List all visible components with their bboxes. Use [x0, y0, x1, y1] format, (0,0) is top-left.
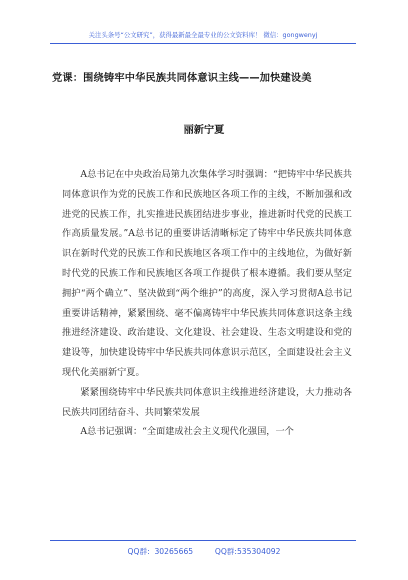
header-divider — [50, 43, 356, 44]
footer-contact: QQ群: 30265665 QQ群:535304092 — [127, 547, 281, 556]
document-body — [62, 165, 352, 442]
body-paragraph: A总书记强调：“全面建成社会主义现代化强国，一个 — [80, 426, 294, 438]
header-banner: 关注头条号“公文研究”，获得最新最全最专业的公文资料库！ 微信：gongwenyj — [88, 31, 318, 39]
document-title: 党课：围绕铸牢中华民族共同体意识主线——加快建设美 — [52, 73, 312, 84]
body-paragraph: A总书记在中央政治局第九次集体学习时强调：“把铸牢中华民族共同体意识作为党的民族工作和民族地区各项工作的主线，不断加强和改进党的民族工作，扎实推进民族团结进步事业，推进新时代党的民族工作高质量发展。”A总书记的重要讲话清晰标定了铸牢中华民族共同体意识在新时代党的民族工作和民族地区各项工作中的主线地位，为做好新时代党的民族工作和民族地区各项工作提供了根本遵循。我们要从坚定拥护“两个确立”、坚决做到“两个维护”的高度，深入学习贯彻A总书记重要讲话精神，紧紧围绕、毫不偏离铸牢中华民族共同体意识这条主线推进经济建设、政治建设、文化建设、社会建设、生态文明建设和党的建设等，加快建设铸牢中华民族共同体意识示范区，全面建设社会主义现代化美丽新宁夏。 — [62, 169, 352, 378]
body-paragraph: 紧紧围绕铸牢中华民族共同体意识主线推进经济建设，大力推动各民族共同团结奋斗、共同繁荣发展 — [62, 386, 352, 418]
footer-divider — [50, 540, 356, 541]
document-title-continued: 丽新宁夏 — [183, 125, 225, 136]
